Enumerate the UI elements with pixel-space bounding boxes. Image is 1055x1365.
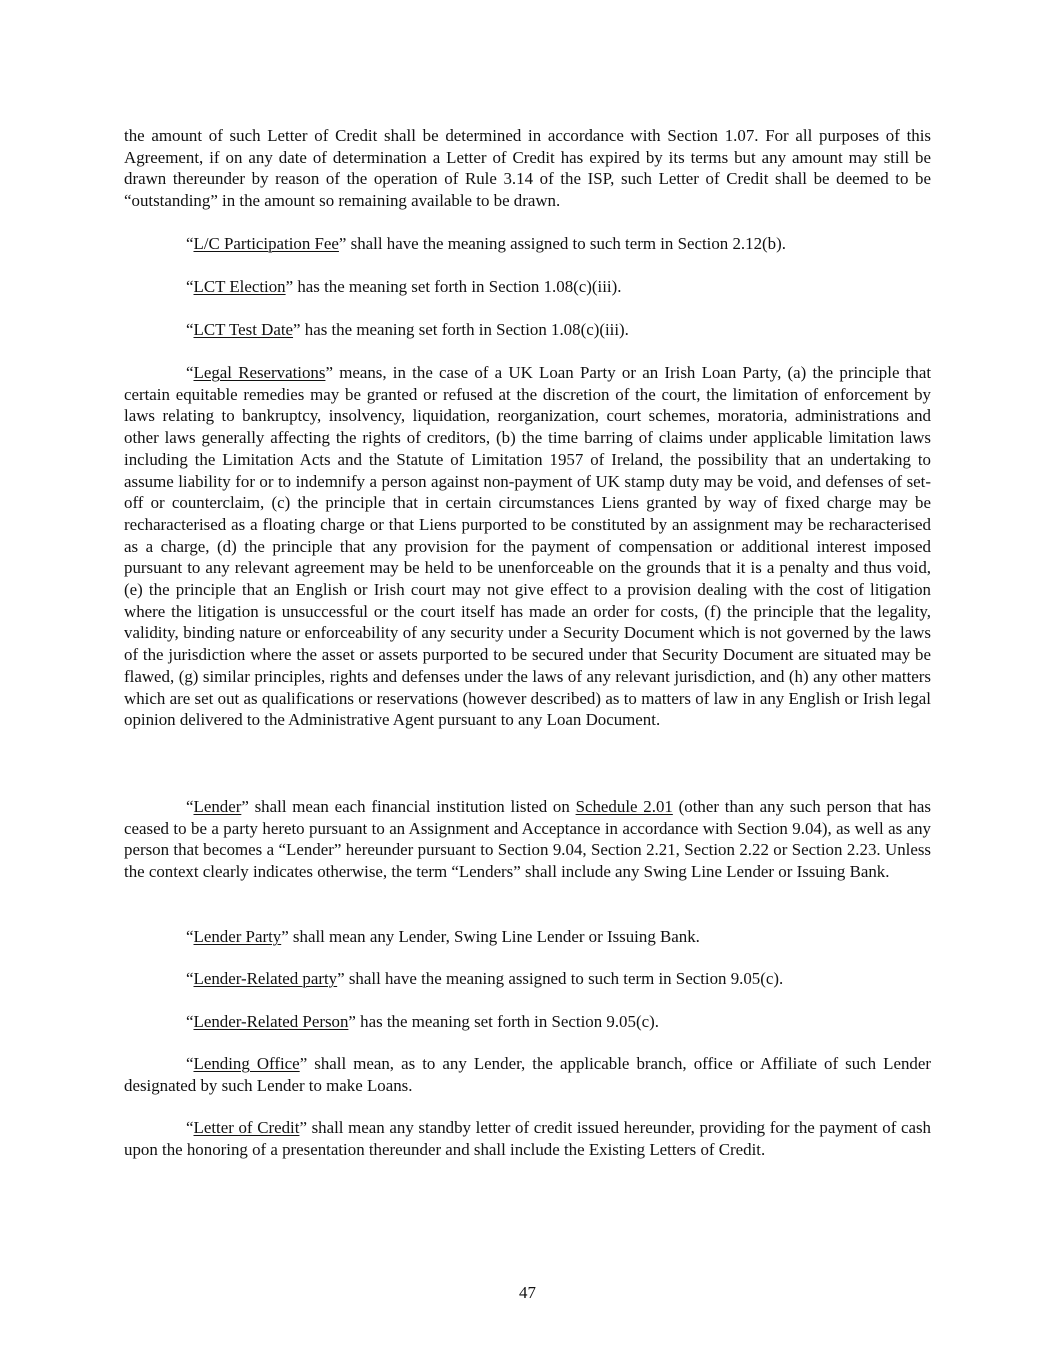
page-number: 47 [519, 1283, 536, 1302]
continuation-paragraph [124, 125, 931, 212]
defined-term: Lending Office [193, 1054, 300, 1073]
open-quote: “ [186, 363, 194, 382]
definition-lending-office [124, 1053, 931, 1096]
open-quote: “ [186, 797, 194, 816]
defined-term: LCT Election [193, 277, 286, 296]
open-quote: “ [186, 1012, 194, 1031]
schedule-reference: Schedule 2.01 [575, 797, 673, 816]
defined-term: Lender Party [193, 927, 282, 946]
definition-lc-participation-fee [124, 233, 931, 255]
definition-lct-election [124, 276, 931, 298]
definition-text: ” shall mean any standby letter of credit issued hereunder, providing for the payment of cash upon the honoring of a presentation thereunder and shall include the Existing Letters of Credit. [124, 1118, 931, 1159]
definition-text: ” shall have the meaning assigned to such term in Section 2.12(b). [338, 234, 786, 253]
open-quote: “ [186, 969, 194, 988]
defined-term: LCT Test Date [193, 320, 294, 339]
definition-text: ” has the meaning set forth in Section 1.08(c)(iii). [285, 277, 622, 296]
open-quote: “ [186, 927, 194, 946]
definition-lender-related-party [124, 968, 931, 990]
defined-term: Lender-Related Person [193, 1012, 349, 1031]
open-quote: “ [186, 277, 194, 296]
defined-term: L/C Participation Fee [193, 234, 339, 253]
paragraph-text: the amount of such Letter of Credit shall be determined in accordance with Section 1.07. For all purposes of this Agreement, if on any date of determination a Letter of Credit has expired by its terms but any amount may still be drawn thereunder by reason of the operation of Rule 3.14 of the ISP, such Letter of Credit shall be deemed to be “outstanding” in the amount so remaining available to be drawn. [124, 126, 931, 211]
definition-lender-party [124, 926, 931, 948]
definition-text: ” has the meaning set forth in Section 9.05(c). [348, 1012, 659, 1031]
definition-text: ” shall mean any Lender, Swing Line Lender or Issuing Bank. [281, 927, 700, 946]
definition-lender [124, 796, 931, 883]
definition-legal-reservations [124, 362, 931, 731]
definition-text-continued: (other than any such person that has ceased to be a party hereto pursuant to an Assignment and Acceptance in accordance with Section 9.04), as well as any person that becomes a “Lender” hereunder pursuant to Section 9.04, Section 2.21, Section 2.22 or Section 2.23. Unless the context clearly indicates otherwise, the term “Lenders” shall include any Swing Line Lender or Issuing Bank. [124, 797, 931, 882]
open-quote: “ [186, 320, 194, 339]
defined-term: Legal Reservations [193, 363, 326, 382]
definition-text: ” has the meaning set forth in Section 1.08(c)(iii). [293, 320, 629, 339]
definition-letter-of-credit [124, 1117, 931, 1160]
open-quote: “ [186, 1054, 194, 1073]
definition-lct-test-date [124, 319, 931, 341]
definition-text: ” shall mean each financial institution listed on [241, 797, 576, 816]
definition-text: ” shall mean, as to any Lender, the applicable branch, office or Affiliate of such Lender designated by such Lender to make Loans. [124, 1054, 931, 1095]
open-quote: “ [186, 234, 194, 253]
defined-term: Lender [193, 797, 242, 816]
definition-text: ” shall have the meaning assigned to such term in Section 9.05(c). [337, 969, 784, 988]
open-quote: “ [186, 1118, 194, 1137]
defined-term: Letter of Credit [193, 1118, 300, 1137]
definition-text: ” means, in the case of a UK Loan Party or an Irish Loan Party, (a) the principle that certain equitable remedies may be granted or refused at the discretion of the court, the limitation of enforcement by laws relating to bankruptcy, insolvency, liquidation, reorganization, court schemes, moratoria, administrations and other laws generally affecting the rights of creditors, (b) the time barring of claims under applicable limitation laws including the Limitation Acts and the Statute of Limitation 1957 of Ireland, the possibility that an undertaking to assume liability for or to indemnify a person against non-payment of UK stamp duty may be void, and defenses of set-off or counterclaim, (c) the principle that in certain circumstances Liens granted by way of fixed charge may be recharacterised as a floating charge or that Liens purported to be constituted by an assignment may be recharacterised as a charge, (d) the principle that any provision for the payment of compensation or additional interest imposed pursuant to any relevant agreement may be held to be unenforceable on the grounds that it is a penalty and thus void, (e) the principle that an English or Irish court may not give effect to a provision dealing with the cost of litigation where the litigation is unsuccessful or the court itself has made an order for costs, (f) the principle that the legality, validity, binding nature or enforceability of any security under a Security Document which is not governed by the laws of the jurisdiction where the asset or assets purported to be secured under that Security Document are situated may be flawed, (g) similar principles, rights and defenses under the laws of any relevant jurisdiction, and (h) any other matters which are set out as qualifications or reservations (however described) as to matters of law in any English or Irish legal opinion delivered to the Administrative Agent pursuant to any Loan Document. [124, 363, 932, 730]
definition-lender-related-person [124, 1011, 931, 1033]
defined-term: Lender-Related party [193, 969, 338, 988]
